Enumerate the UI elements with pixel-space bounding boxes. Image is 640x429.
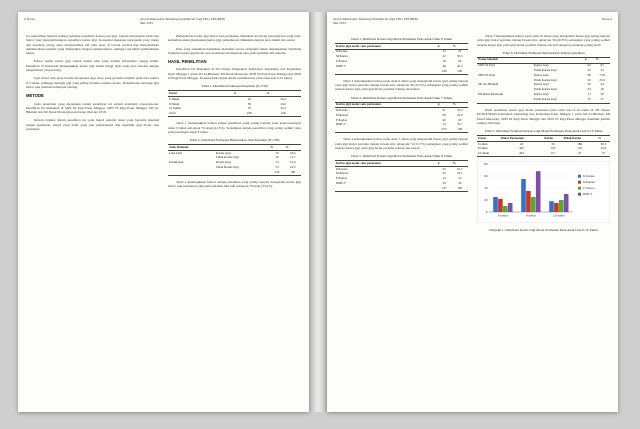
table-cell: Tidak Karies Gigi bbox=[533, 68, 557, 73]
paragraph: Data yang terkumpul kemudian dianalisis secara deskriptif untuk mendapatkan distribusi frekuensi karies gigi molar satu permanen berdasarkan usia, jenis kelamin dan sekolah. bbox=[168, 46, 301, 55]
legend-swatch bbox=[578, 193, 581, 196]
table-cell: 29 bbox=[458, 117, 462, 122]
table-cell: 22 bbox=[458, 49, 462, 54]
table-caption: Tabel 5. Distribusi Karies Gigi Molar Permanen Pada Anak Umur 8 Tahun bbox=[350, 154, 453, 159]
paragraph: Tabel 3 menunjukkan bahwa pada anak 6 tahun yang mengalami karies gigi paling banyak yaitu gigi molar pertama rahang bawah kiri, sebanyak 46 (42.5%) sedangkan yang paling sedikit terkena karies gigi yaitu gigi molar pertama rahang atas kanan. bbox=[335, 78, 468, 92]
table-cell: Perempuan bbox=[169, 160, 184, 165]
bar bbox=[559, 200, 564, 212]
table-cell: 31.7 bbox=[456, 122, 463, 127]
table-caption: Tabel 3. Distribusi Karies Gigi Molar Permanen Pada Anak Umur 6 Tahun bbox=[350, 37, 453, 41]
table-cell: 16.7 bbox=[456, 166, 463, 171]
bar bbox=[526, 191, 531, 212]
table-cell: DMF-T bbox=[336, 180, 346, 185]
table-7 bbox=[477, 135, 610, 157]
table-cell bbox=[594, 102, 610, 104]
bar bbox=[564, 194, 569, 212]
table-header-cell: Umur bbox=[477, 136, 500, 142]
section-heading-methods: METODE bbox=[26, 93, 44, 99]
table-cell: D/Karies bbox=[336, 49, 348, 54]
bar bbox=[508, 203, 513, 212]
table-cell: 32.2 bbox=[280, 106, 286, 111]
table-header-cell: % bbox=[597, 136, 610, 142]
running-header bbox=[24, 17, 303, 31]
legend-label: D-Karies bbox=[583, 174, 595, 179]
table-cell: 37 bbox=[597, 152, 610, 157]
table-cell: 43 bbox=[519, 141, 524, 146]
paragraph: Tabel 1 menunjukkan bahwa subjek penelitian yang paling banyak yaitu pada kelompok umur 9 tahun sebanyak 76 anak (41.3%). Sedangkan subjek penelitian yang paling sedikit yaitu pada kelompok umur 8 tahun. bbox=[168, 121, 301, 134]
table-cell: 6 tahun bbox=[478, 141, 488, 146]
table-cell: 362 bbox=[519, 146, 524, 151]
table-header-cell: % bbox=[451, 102, 468, 108]
table-cell: 57 bbox=[600, 96, 604, 101]
table-cell: SD AL-Hikmah bbox=[478, 82, 499, 87]
table-row bbox=[335, 69, 468, 74]
table-cell: 137 bbox=[437, 186, 452, 191]
paragraph: Tabel 4 menunjukkan bahwa pada anak 7 tahun yang mengalami karies gigi paling banyak yaitu gigi molar pertama rahang bawah kiri, sebanyak 74 (31.7%) sedangkan yang paling sedikit terkena karies gigi yaitu gigi molar pertama rahang atas kanan. bbox=[335, 137, 468, 150]
table-cell: D/Karies bbox=[336, 166, 348, 171]
page-number: Z Tiona bbox=[24, 17, 35, 21]
table-cell: 22.5 bbox=[289, 164, 296, 169]
table-cell: Karies Gigi bbox=[533, 91, 549, 96]
table-cell: 100 bbox=[451, 186, 468, 191]
table-header-cell: Umur bbox=[168, 91, 233, 97]
table-cell: 23 bbox=[587, 87, 591, 92]
table-header-cell: Jenis Kelamin bbox=[168, 145, 215, 151]
bar bbox=[503, 206, 508, 212]
table-header-cell: % bbox=[265, 91, 301, 97]
table-cell: 35.1 bbox=[456, 171, 463, 176]
table-cell: 26.2 bbox=[280, 96, 286, 101]
journal-title: Jurnal Ilmiah dan Teknologi Kedokteran Gigi FKG UPDM(B) Mei 2019 bbox=[333, 17, 418, 25]
table-cell: 100 bbox=[451, 127, 468, 132]
table-cell: 186 bbox=[577, 141, 582, 146]
table-cell: 100 bbox=[284, 170, 301, 175]
table-cell: 30.5 bbox=[600, 141, 607, 146]
table-cell: Tidak Karies Gigi bbox=[533, 87, 557, 92]
table-cell: M/Karies bbox=[336, 54, 349, 59]
table-cell: 273 bbox=[437, 127, 452, 132]
table-cell: D/Karies bbox=[336, 107, 348, 112]
table-cell bbox=[168, 170, 215, 175]
legend-label: F-Karies bbox=[583, 186, 595, 191]
table-cell bbox=[477, 102, 533, 104]
table-cell: 15 bbox=[442, 176, 446, 181]
table-header-cell: Molar Permanen bbox=[500, 136, 544, 142]
table-cell: 22 bbox=[587, 68, 591, 73]
table-cell: Tidak Karies Gigi bbox=[215, 164, 239, 169]
table-cell: 15 bbox=[442, 49, 446, 54]
table-cell: 10 tahun bbox=[477, 152, 500, 157]
bar bbox=[521, 179, 526, 212]
table-cell: 16 bbox=[458, 176, 462, 181]
chart-svg bbox=[477, 161, 610, 223]
table-cell: 40 bbox=[442, 117, 446, 122]
table-cell: 18 bbox=[442, 58, 446, 63]
table-cell: 123 bbox=[577, 146, 582, 151]
paragraph: Gigi molar satu tetap berada merupakan gigi tetap yang pertama tumbuh pada usia sekitar 6-7 tahun, sehingga menjadi gigi yang paling berisiko terkena karies. Pemeriksaan terhadap gigi molar satu permanen menjadi penting. bbox=[26, 76, 159, 89]
table-caption: Tabel 2. Distribusi Frekuensi Berdasarkan Jenis Kelamin (N=236) bbox=[189, 138, 280, 143]
table-cell: 23 bbox=[442, 166, 446, 171]
table-header-cell: Karies bbox=[543, 136, 562, 142]
bar bbox=[549, 202, 554, 213]
table-cell: 36 bbox=[600, 87, 604, 92]
table-caption: Tabel 7. Distribusi Frekuensi Karies Gigi Molar Permanen Pada Anak Usia 6-10 Tahun bbox=[484, 129, 603, 134]
column-1 bbox=[26, 34, 159, 135]
journal-title: Jurnal Ilmiah dan Teknologi Kedokteran Gigi FKG UPDM(B) Mei 2019 bbox=[140, 17, 225, 25]
table-cell: M/Karies bbox=[336, 112, 349, 117]
table-cell: 22 bbox=[442, 54, 446, 59]
table-cell: Total bbox=[168, 112, 233, 117]
table-cell: 59 bbox=[442, 180, 446, 185]
table-cell: 79 bbox=[275, 150, 279, 155]
running-header bbox=[333, 17, 612, 31]
table-cell: 33.4 bbox=[289, 150, 296, 155]
table-cell: DMF-T bbox=[336, 122, 346, 127]
table-cell: 67 bbox=[600, 63, 604, 68]
table-cell: 62 bbox=[587, 63, 591, 68]
table-cell: F/Karies bbox=[336, 58, 347, 63]
chart-caption: Diagram 1. Distribusi Karies Gigi Molar Permanen Pada Anak Usia 6-10 Tahun bbox=[489, 227, 598, 232]
table-row bbox=[168, 112, 301, 117]
table-header-cell: n bbox=[437, 44, 452, 50]
y-tick-label: 60 bbox=[484, 174, 488, 179]
table-caption: Tabel 6. Distribusi Frekuensi Berdasarkan Tempat penelitian bbox=[502, 50, 585, 55]
table-header-cell: % bbox=[284, 145, 301, 151]
table-row bbox=[477, 152, 610, 157]
table-cell: 45.5 bbox=[456, 63, 463, 68]
table-cell: Tidak Karies Gigi bbox=[215, 155, 239, 160]
table-cell bbox=[335, 127, 437, 132]
table-6 bbox=[477, 57, 610, 104]
table-header-cell: Nama Sekolah bbox=[477, 57, 533, 63]
table-cell: 17 bbox=[587, 91, 591, 96]
table-cell: 36 bbox=[551, 141, 555, 146]
y-tick-label: 80 bbox=[484, 162, 488, 167]
table-cell: 6 Tahun bbox=[169, 96, 180, 101]
table-cell: 36 bbox=[587, 82, 591, 87]
table-cell: Karies Gigi bbox=[215, 150, 231, 155]
table-cell: 74 bbox=[275, 160, 279, 165]
paragraph: Tabel 5 menunjukkan bahwa pada anak 10 tahun yang mengalami karies gigi paling banyak yaitu gigi molar pertama rahang bawah kiri, sebanyak 36 (40.8%) sedangkan yang paling sedikit terkena karies gigi yaitu gigi molar pertama rahang atas kiri dengan persentase paling kecil. bbox=[477, 34, 610, 47]
table-4 bbox=[335, 102, 468, 134]
table-header-cell: % bbox=[594, 57, 610, 63]
bar-chart bbox=[477, 161, 610, 224]
table-cell: Tidak Karies Gigi bbox=[533, 77, 557, 82]
table-cell: 117 bbox=[543, 152, 562, 157]
paragraph: Hasil penelitian karies gigi molar permanen pada anak usia 6-10 tahun di SD binaan PUSKESMAS Kelurahan Jatipadang dan Kelurahan Pasar Minggu 1 yaitu SD Al-Hikmah, MI Darul Marzuqin, SDN 04 Pagi Pasar Minggu dan SDN 05 Pagi Pasar Minggu memiliki jumlah sampel 236 anak. bbox=[477, 108, 610, 125]
table-cell: M/Karies bbox=[336, 171, 349, 176]
legend-swatch bbox=[578, 181, 581, 184]
table-row bbox=[335, 186, 468, 191]
table-cell: SDN 04 Pagi bbox=[478, 63, 495, 68]
table-row bbox=[168, 170, 301, 175]
table-cell: SDN 05 Pagi bbox=[478, 72, 495, 77]
table-cell: Karies Gigi bbox=[533, 72, 549, 77]
table-cell: 58 bbox=[247, 101, 251, 106]
table-cell: 74 bbox=[442, 122, 446, 127]
table-cell: 30 bbox=[458, 180, 462, 185]
paragraph: Penelitian ini dilakukan di SD binaan Puskesmas Kelurahan Jatipadang dan Kelurahan Pasar Minggu 1 yaitu SD Al-Hikmah, MI Darul Marzuqin, SDN 05 Pagi Pasar Minggu dan SDN 05 Pagi Pasar Minggu. Karakteristik subjek dalam penelitian ini yaitu anak usia 6-10 tahun. bbox=[168, 67, 301, 81]
table-cell: 64 bbox=[600, 82, 604, 87]
table-cell: 37 bbox=[587, 96, 591, 101]
table-cell: 264 bbox=[500, 152, 544, 157]
table-header-cell: % bbox=[451, 161, 468, 167]
page-number: Tiona 9 bbox=[601, 17, 612, 21]
legend-swatch bbox=[578, 175, 581, 178]
table-cell: MI Darul Marzuqin bbox=[478, 91, 504, 96]
column-2 bbox=[477, 34, 610, 234]
bar bbox=[554, 203, 559, 212]
x-tick-label: 8 tahun bbox=[525, 213, 537, 218]
table-cell: 236 bbox=[270, 170, 285, 175]
paragraph: Pemeriksaan karies gigi molar satu permanen dilakukan di bawah pencahayaan yang baik, kemudian untuk mendeteksi karies gigi pemeriksaan dilakukan dengan kaca mulut dan sonde. bbox=[168, 34, 301, 43]
table-cell: 35.0 bbox=[600, 146, 607, 151]
paragraph: ira, kebersihan bejenni penting terhadap terjadinya karies pada gigi. Jajanan merupakan salah satu faktor yang menyumbangkan terjadinya karies gigi. Konsumsi makanan kariogenik yang cukup dan berulang sering akan menyebabkan pH plak tetap di bawah normal dan menyebabkan demineralisasi enamel yang dilanjutkan dengan remineralisasi, sehingga terjadilah pembentukan karies. bbox=[26, 34, 159, 56]
table-cell: 47 bbox=[562, 152, 596, 157]
table-cell: 12.7 bbox=[289, 155, 296, 160]
table-cell: 100 bbox=[451, 69, 468, 74]
right-page bbox=[327, 12, 618, 412]
table-cell: 45 bbox=[442, 171, 446, 176]
table-2 bbox=[168, 144, 301, 176]
table-cell: 76 bbox=[247, 106, 251, 111]
x-tick-label: 10 tahun bbox=[553, 213, 565, 218]
table-cell: 8 Tahun bbox=[169, 101, 180, 106]
table-header-cell: Karies gigi molar satu permanen bbox=[335, 102, 437, 108]
table-cell: 100 bbox=[265, 112, 301, 117]
table-cell: 25.6 bbox=[599, 77, 605, 82]
paragraph: Kriteria inklusi dalam penelitian ini yaitu murid sekolah dasar yang bersedia menjadi subjek penelitian, murid yang hadir pada saat pemeriksaan dan memiliki gigi molar satu permanen. bbox=[26, 118, 159, 132]
table-cell: 8 tahun bbox=[478, 146, 488, 151]
table-cell: 49 bbox=[442, 63, 446, 68]
table-5 bbox=[335, 160, 468, 192]
table-cell: 68 bbox=[442, 112, 446, 117]
table-cell: 30 bbox=[600, 91, 604, 96]
table-cell: 35.5 bbox=[456, 54, 463, 59]
table-cell bbox=[584, 102, 595, 104]
paragraph: Jenis penelitian yang digunakan dalam penelitian ini adalah deskriptif observasional. Penelitian ini dilakukan di SDN 04 Pagi Pasar Minggu, SDN 05 Pagi Pasar Minggu, SD Al-Hikmah dan SD Darul Marzuqin pada bulan Oktober 2018. bbox=[26, 101, 159, 115]
table-cell: 24.6 bbox=[280, 101, 286, 106]
table-cell: 68 bbox=[587, 72, 591, 77]
bar bbox=[531, 197, 536, 212]
table-caption: Tabel 1. Distribusi Frekuensi Penelitian (N=236) bbox=[201, 84, 268, 89]
column-1 bbox=[335, 34, 468, 196]
table-header-cell: Karies gigi molar satu permanen bbox=[335, 161, 437, 167]
table-cell: 29 bbox=[458, 58, 462, 63]
table-cell: 91 bbox=[442, 107, 446, 112]
table-header-cell: % bbox=[451, 44, 468, 50]
table-header-cell: Tidak Karies bbox=[562, 136, 596, 142]
table-cell: F/Karies bbox=[336, 176, 347, 181]
x-tick-label: 6 tahun bbox=[497, 213, 509, 218]
table-cell: 62 bbox=[247, 96, 251, 101]
bar bbox=[493, 197, 498, 212]
table-cell: Karies Gigi bbox=[533, 63, 549, 68]
table-header-cell: n bbox=[584, 57, 595, 63]
paragraph: Faktor utama karies gigi adalah dental plak yang terlihat kebersihan rongga mulut. Penelitian di Indonesia menunjukkan karies gigi masih tinggi pada anak usia sekolah dengan pengetahuan yang kurang. bbox=[26, 59, 159, 73]
table-cell: 32 bbox=[600, 68, 604, 73]
bar bbox=[536, 172, 541, 213]
y-tick-label: 40 bbox=[484, 186, 488, 191]
y-tick-label: 0 bbox=[485, 210, 488, 215]
book-gutter bbox=[309, 12, 327, 412]
table-cell: Laki-Laki bbox=[169, 150, 182, 155]
table-1 bbox=[168, 90, 301, 117]
table-cell bbox=[533, 102, 584, 104]
table-cell: 24.8 bbox=[456, 112, 463, 117]
table-row bbox=[477, 102, 610, 104]
table-cell: F/Karies bbox=[336, 117, 347, 122]
table-cell: Karies Gigi bbox=[215, 160, 231, 165]
table-cell: 123 bbox=[550, 146, 556, 151]
table-header-cell: N bbox=[270, 145, 285, 151]
paragraph: Tabel 2 menunjukkan bahwa subjek penelitian yang paling banyak mengalami karies gigi molar satu permanen yaitu jenis kelamin laki-laki sebanyak 79 anak (33.4%). bbox=[168, 179, 301, 189]
table-cell bbox=[335, 69, 437, 74]
legend-label: DMF-T bbox=[583, 192, 593, 197]
table-header-cell: Karies gigi molar satu permanen bbox=[335, 44, 437, 50]
table-cell: 33.2 bbox=[456, 107, 463, 112]
table-cell: 10 Tahun bbox=[169, 106, 181, 111]
legend-swatch bbox=[578, 187, 581, 190]
table-3 bbox=[335, 43, 468, 75]
left-page bbox=[18, 12, 309, 412]
table-cell: 73.0 bbox=[599, 72, 605, 77]
table-cell: DMF-T bbox=[336, 63, 346, 68]
table-cell: 30 bbox=[275, 155, 279, 160]
legend-label: M-Karies bbox=[583, 180, 596, 185]
y-tick-label: 20 bbox=[484, 198, 488, 203]
table-caption: Tabel 4. Distribusi Karies Gigi Molar Permanen Pada Anak Umur 7 Tahun bbox=[350, 95, 453, 100]
section-heading-results: HASIL PENELITIAN bbox=[168, 59, 207, 65]
table-cell: Tidak Karies Gigi bbox=[533, 96, 557, 101]
table-header-cell: n bbox=[233, 91, 265, 97]
table-header-cell: n bbox=[437, 102, 452, 108]
table-cell: 31.4 bbox=[289, 160, 296, 165]
table-header-cell: n bbox=[437, 161, 452, 167]
table-cell: Karies Gigi bbox=[533, 82, 549, 87]
table-cell: 53 bbox=[275, 164, 279, 169]
table-cell bbox=[215, 170, 270, 175]
table-cell: 236 bbox=[233, 112, 265, 117]
table-cell: 100 bbox=[437, 69, 452, 74]
bar bbox=[498, 199, 503, 212]
column-2 bbox=[168, 34, 301, 192]
table-row bbox=[335, 127, 468, 132]
table-cell: 26 bbox=[587, 77, 591, 82]
table-cell bbox=[335, 186, 437, 191]
